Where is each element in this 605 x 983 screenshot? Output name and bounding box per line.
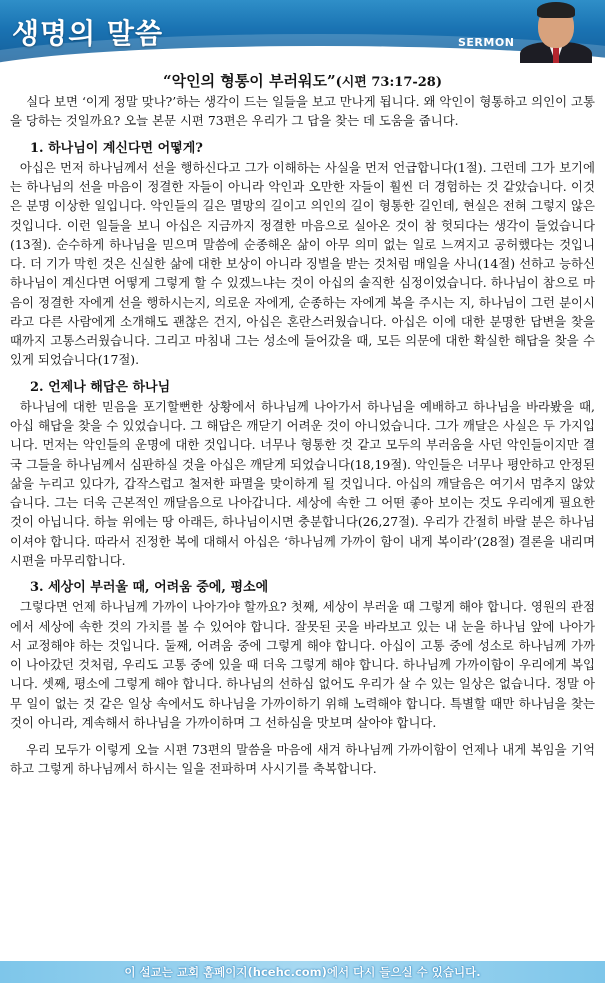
footer-banner (0, 961, 605, 983)
section-body-1: 아십은 먼저 하나님께서 선을 행하신다고 그가 이해하는 사실을 먼저 언급합니다(1절). 그런데 그가 보기에는 하나님의 선을 마음이 정결한 자들이 아니라 악인과 오만한 자들이 훨씬 더 경험하는 것 같았습니다. 이것은 분명 이상한 일입니다. 악인들의 길은 멸망의 길이고 의인의 길이 형통한 길인데, 현실은 전혀 그렇지 않은 것입니다. 이런 일들을 보니 아십은 지금까지 정결한 마음으로 실아온 것이 참 헛되다는 생각이 들었습니다(13절). 순수하게 하나님을 믿으며 말씀에 순종해온 삶이 아무 의미 없는 일로 느껴지고 공허했다는 것입니다. 더 기가 막힌 것은 신실한 삶에 대한 보상이 아니라 징벌을 받는 것처럼 매일을 사니(14절) 선하고 능하신 하나님이 계신다면 어떻게 그렇게 할 수 있겠느냐는 것이 아십의 솔직한 심정이었습니다. 하나님이 참으로 마음이 정결한 자에게 선을 행하시는지, 의로운 자에게, 순종하는 자에게 복을 주시는 지, 하나님이 그런 분이시라고 다른 사람에게 소개해도 괜찮은 건지, 아십은 혼란스러웠습니다. 아십은 이에 대한 분명한 답변을 찾을 때까지 고통스러웠습니다. 그리고 마침내 그는 성소에 들어갔을 때, 모든 의문에 대한 확실한 해답을 찾을 수 있게 되었습니다(17절). (10, 159, 595, 368)
footer-note: 이 설교는 교회 홈페이지(hcehc.com)에서 다시 들으실 수 있습니다. (124, 965, 481, 979)
sermon-title-main: “악인의 형통이 부러워도” (162, 72, 336, 90)
scripture-reference: (시편 73:17-28) (335, 75, 443, 90)
intro-paragraph: 실다 보면 ‘이게 정말 맞나?’하는 생각이 드는 일들을 보고 만나게 됩니다. 왜 악인이 형통하고 의인이 고통을 당하는 것일까요? 오늘 본문 시편 73편은 우리가 그 답을 찾는 데 도움을 줍니다. (10, 94, 595, 129)
sermon-body (10, 92, 595, 779)
closing-paragraph: 우리 모두가 이렇게 오늘 시편 73편의 말씀을 마음에 새겨 하나님께 가까이함이 언제나 내게 복임을 기억하고 그렇게 하나님께서 하시는 일을 전파하며 사시기를 축복합니다. (10, 742, 595, 777)
sermon-label: SERMON (458, 36, 515, 49)
section-body-3: 그렇다면 언제 하나님께 가까이 나아가야 할까요? 첫째, 세상이 부러울 때 그렇게 해야 합니다. 영원의 관점에서 세상에 속한 것의 가치를 볼 수 있어야 합니다. 잘못된 곳을 바라보고 있는 내 눈을 하나님 앞에 나아가서 교정해야 하는 것입니다. 둘째, 어려움 중에 그렇게 해야 합니다. 아십이 고통 중에 성소로 하나님께 가까이 나아갔던 것처럼, 우리도 고통 중에 있을 때 더욱 그렇게 해야 합니다. 하나님께 가까이함이 우리에게 복입니다. 셋째, 평소에 그렇게 해야 합니다. 하나님의 선하심 없어도 우리가 살 수 있는 일상은 없습니다. 정말 아무 일이 없는 것 같은 일상 속에서도 하나님을 가까이하기 위해 노력해야 합니다. 특별할 때만 하나님을 찾는 것이 아니라, 계속해서 하나님을 가까이하며 그 선하심을 맛보며 살아야 합니다. (10, 599, 595, 730)
section-heading-3: 3. 세상이 부러울 때, 어려움 중에, 평소에 (30, 580, 269, 595)
sermon-title (0, 70, 605, 91)
section-heading-2: 2. 언제나 해답은 하나님 (30, 379, 171, 395)
section-heading-1: 1. 하나님이 계신다면 어떻게? (30, 140, 203, 156)
pastor-photo (520, 2, 592, 63)
brand-title: 생명의 말씀 (12, 17, 163, 50)
section-body-2: 하나님에 대한 믿음을 포기할뻔한 상황에서 하나님께 나아가서 하나님을 예배하고 하나님을 바라봤을 때, 아십 해답을 찾을 수 있었습니다. 그 해답은 깨닫기 어려운 것이 아니었습니다. 그가 깨달은 사실은 두 가지입니다. 먼저는 악인들의 운명에 대한 것입니다. 너무나 형통한 것 같고 모두의 부러움을 사던 악인들이지만 결국 그들을 하나님께서 심판하실 것을 아십은 깨닫게 되었습니다(18,19절). 악인들은 너무나 평안하고 안정된 삶을 누리고 있다가, 갑작스럽고 철저한 파멸을 맞이하게 될 것입니다. 아십의 깨달음은 여기서 멈추지 않았습니다. 그는 더욱 근본적인 깨달음으로 나아갑니다. 세상에 속한 그 어떤 좋아 보이는 것도 우리에게 필요한 것이 아닙니다. 하늘 위에는 땅 아래든, 하나님이시면 충분합니다(26,27절). 우리가 간절히 바랄 분은 하나님이셔야 합니다. 따라서 진정한 복에 대해서 아십은 ‘하나님께 가까이 함이 내게 복이라’(28절) 결론을 내리며 시편을 마무리합니다. (10, 398, 595, 568)
header-banner (0, 0, 605, 63)
